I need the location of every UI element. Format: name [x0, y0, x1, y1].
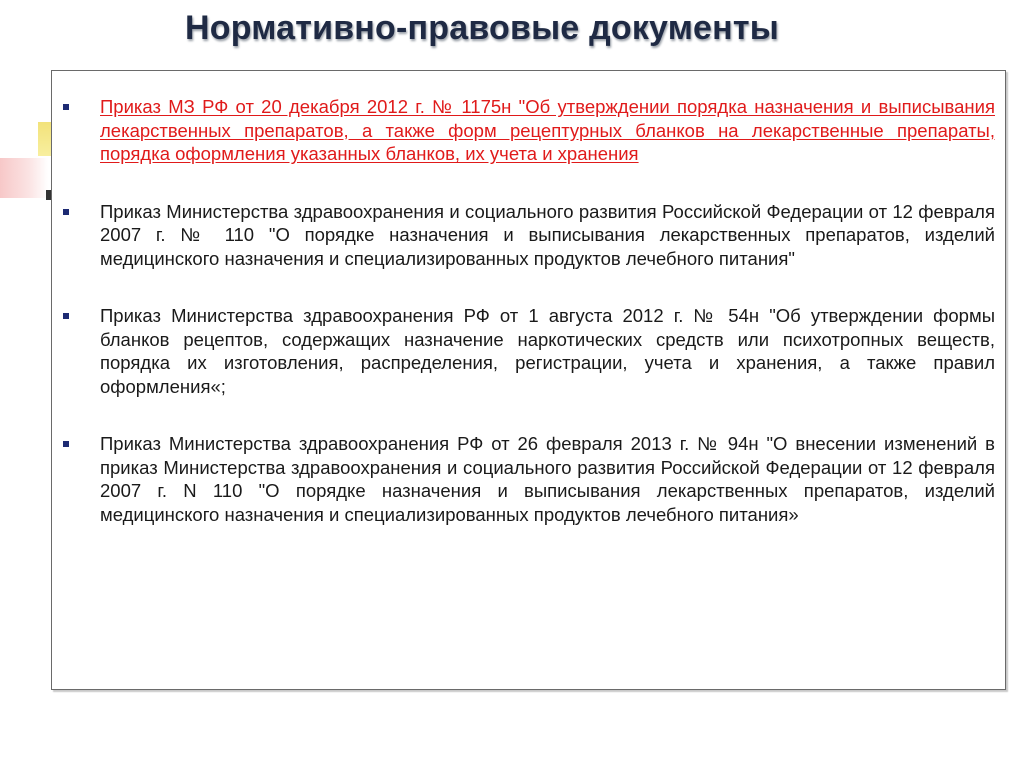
- document-text: Приказ Министерства здравоохранения и социального развития Российской Федерации от 12 февраля 2007 г. № 110 "О порядке назначения и выписывания лекарственных препаратов, изделий медицинского назначения и специализированных продуктов лечебного питания": [100, 200, 995, 269]
- square-bullet-icon: [63, 104, 69, 110]
- decorative-yellow-bar: [38, 122, 52, 156]
- list-item[interactable]: [52, 95, 1007, 166]
- list-item: [52, 432, 1007, 526]
- documents-frame: [51, 70, 1006, 690]
- list-item: [52, 200, 1007, 271]
- document-link[interactable]: Приказ МЗ РФ от 20 декабря 2012 г. № 1175н "Об утверждении порядка назначения и выписывания лекарственных препаратов, а также форм рецептурных бланков на лекарственные препараты, порядка оформления указанных бланков, их учета и хранения: [100, 96, 995, 164]
- document-text: Приказ Министерства здравоохранения РФ от 26 февраля 2013 г. № 94н "О внесении изменений в приказ Министерства здравоохранения и социального развития Российской Федерации от 12 февраля 2007 г. N 110 "О порядке назначения и выписывания лекарственных препаратов, изделий медицинского назначения и специализированных продуктов лечебного питания»: [100, 433, 995, 525]
- square-bullet-icon: [63, 209, 69, 215]
- list-item: [52, 304, 1007, 398]
- square-bullet-icon: [63, 313, 69, 319]
- decorative-red-bar: [0, 158, 48, 198]
- page-title: Нормативно-правовые документы: [185, 9, 779, 47]
- square-bullet-icon: [63, 441, 69, 447]
- documents-list: [52, 95, 1007, 560]
- document-text: Приказ Министерства здравоохранения РФ от 1 августа 2012 г. № 54н "Об утверждении формы бланков рецептов, содержащих назначение наркотических средств или психотропных веществ, порядка их изготовления, распределения, регистрации, учета и хранения, а также правил оформления«;: [100, 305, 995, 397]
